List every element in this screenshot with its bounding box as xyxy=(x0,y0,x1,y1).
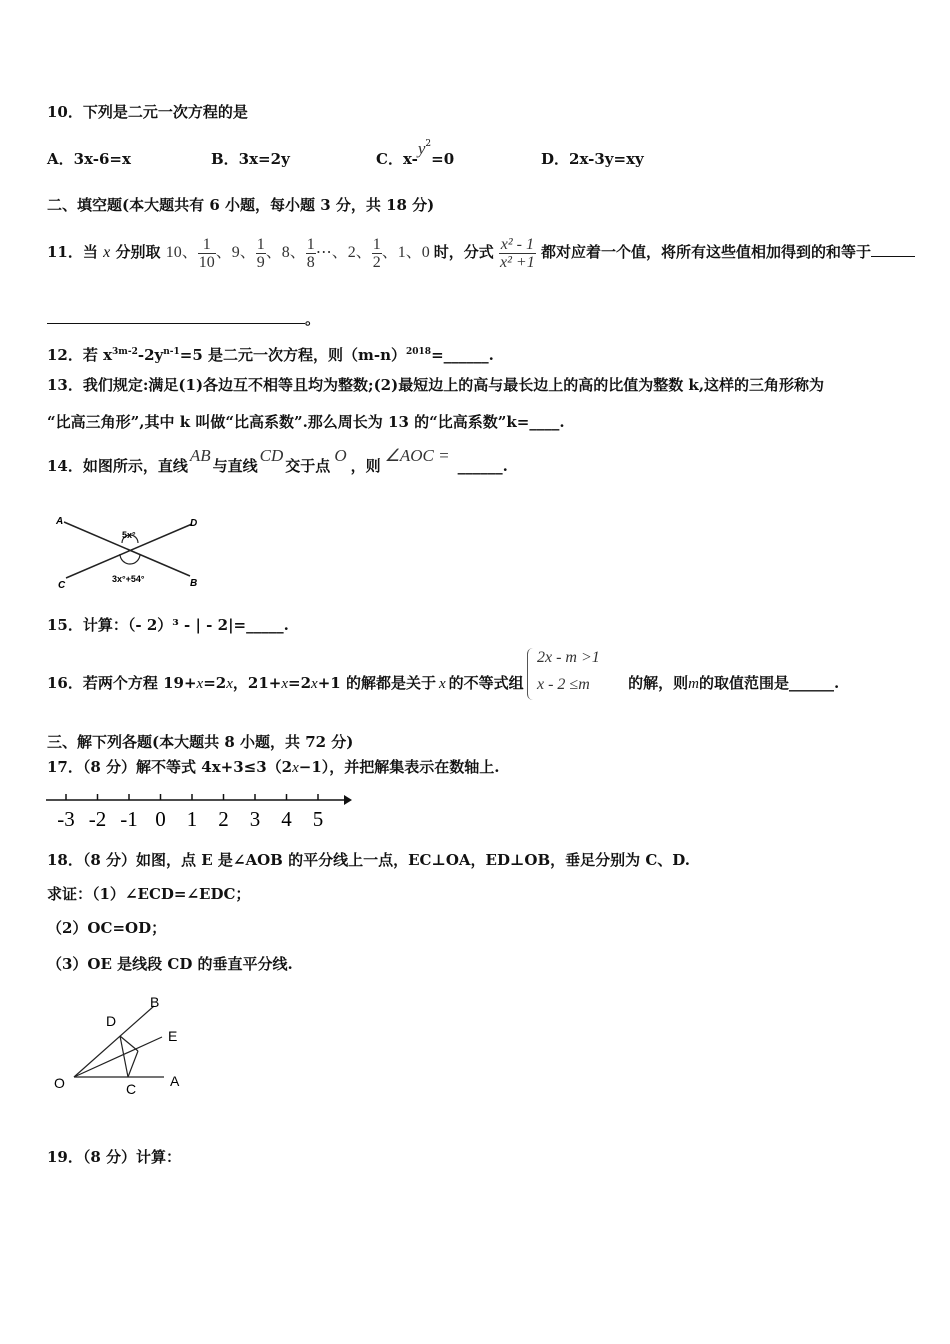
q16-inequality-2: x - 2 ≤m xyxy=(537,676,590,693)
q14-figure xyxy=(52,510,212,592)
axis-tick-label: 4 xyxy=(281,807,292,831)
q19-line: 19．（8 分）计算： xyxy=(47,1148,182,1166)
bottom-angle-label: 3x°+54° xyxy=(112,574,145,584)
q18-line1: 18．（8 分）如图，点 E 是∠AOB 的平分线上一点，EC⊥OA，ED⊥OB，垂足分别为 C、D. xyxy=(47,851,691,869)
q10-stem: 10．下列是二元一次方程的是 xyxy=(47,103,248,121)
axis-tick-label: 2 xyxy=(218,807,229,831)
ray-oe xyxy=(74,1037,162,1077)
q13-line2: “比高三角形”,其中 k 叫做“比高系数”.那么周长为 13 的“比高系数”k=____. xyxy=(47,413,565,431)
axis-tick-label: 3 xyxy=(249,807,261,831)
q16-line: 16．若两个方程 19+x=2x，21+x=2x+1 的解都是关于 x 的不等式组 的解，则m的取值范围是______. xyxy=(47,674,840,692)
q18-line2: 求证：（1）∠ECD=∠EDC； xyxy=(47,885,251,903)
axis-tick-label: 5 xyxy=(312,807,324,831)
section3-heading: 三、解下列各题(本大题共 8 小题，共 72 分) xyxy=(47,733,354,751)
label-d: D xyxy=(190,518,198,529)
label-e: E xyxy=(168,1028,178,1044)
q10-option-c: C．$x-y^2=0$ xyxy=(376,139,455,168)
q18-line3: （2）OC=OD； xyxy=(47,919,167,937)
label-a: A xyxy=(170,1073,180,1089)
label-d: D xyxy=(106,1013,117,1029)
q16-inequality-1: 2x - m >1 xyxy=(537,649,600,666)
q17-line: 17．（8 分）解不等式 4x+3≤3（2x−1），并把解集表示在数轴上. xyxy=(47,758,500,776)
axis-tick-label: 0 xyxy=(155,807,166,831)
segment-ec xyxy=(128,1051,138,1077)
q14-line: 14．如图所示，直线AB与直线CD交于点O，则∠AOC =______. xyxy=(47,446,508,475)
q15-line: 15．计算：（- 2）³ - | - 2|=_____. xyxy=(47,616,289,634)
q10-option-d: D．2x-3y=xy xyxy=(541,150,644,168)
q11-values: 10、 $\frac{1}{10}$ 、9、 $\frac{1}{9}$ 、8、 $\frac{1}{8}$ ⋯、2、 $\frac{1}{2}$ 、1、0 xyxy=(165,235,430,271)
label-b: B xyxy=(150,994,160,1010)
q16-inequality-system xyxy=(527,648,618,700)
label-o: O xyxy=(54,1075,65,1091)
q12-line: 12．若 $x^{3m-2}-2y^{n-1}=5$ 是二元一次方程，则$(m-n)^{2018}=\_\_\_\_\_\_$. xyxy=(47,346,494,364)
q17-number-line xyxy=(44,790,354,832)
label-a: A xyxy=(56,516,64,527)
axis-arrow xyxy=(344,795,352,805)
label-b: B xyxy=(190,578,198,589)
q11-answer-line: 。 xyxy=(47,309,320,329)
q13-line1: 13．我们规定:满足(1)各边互不相等且均为整数;(2)最短边上的高与最长边上的高的比值为整数 k,这样的三角形称为 xyxy=(47,376,825,394)
axis-tick-label: -2 xyxy=(88,807,107,831)
q11-line: 11．当 x 分别取 10、 $\frac{1}{10}$ 、9、 $\frac{1}{9}$ 、8、 $\frac{1}{8}$ ⋯、2、 $\frac{1}{2}$ 、1、0 时，分式 $\frac{\text{x² - 1}}{\text{x² +1}}$ 都对应着一个值，将所有这些值相加得到的和等于 xyxy=(47,232,915,273)
bottom-angle-arc xyxy=(120,554,140,564)
axis-tick-label: -1 xyxy=(120,807,138,831)
label-c: C xyxy=(126,1081,137,1096)
q18-line4: （3）OE 是线段 CD 的垂直平分线. xyxy=(47,955,293,973)
top-angle-label: 5x° xyxy=(122,530,136,540)
axis-tick-label: 1 xyxy=(186,807,198,831)
q18-figure xyxy=(50,990,190,1096)
q10-option-b: B．3x=2y xyxy=(211,150,290,168)
section2-heading: 二、填空题(本大题共有 6 小题，每小题 3 分，共 18 分) xyxy=(47,196,435,214)
label-c: C xyxy=(58,580,66,591)
q10-option-a: A．3x-6=x xyxy=(47,150,131,168)
axis-tick-label: -3 xyxy=(57,807,75,831)
q11-fraction: $\frac{\text{x² - 1}}{\text{x² +1}}$ xyxy=(500,235,535,271)
